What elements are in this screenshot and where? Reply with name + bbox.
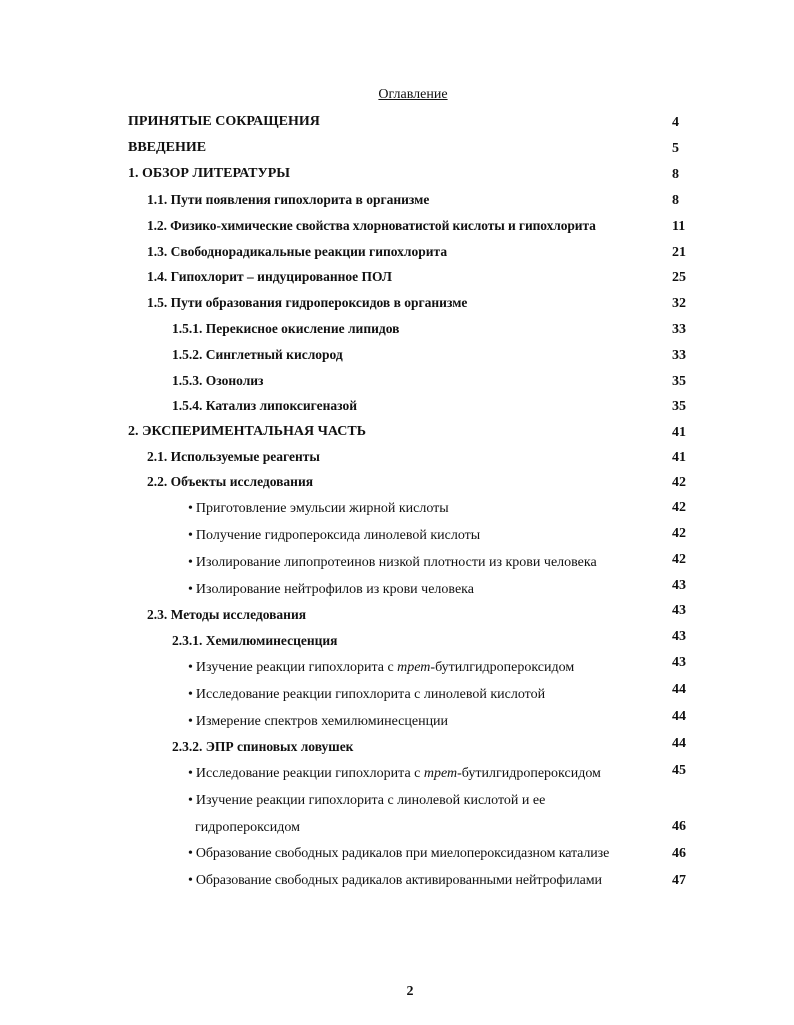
toc-entry-section-1-5: 1.5. Пути образования гидропероксидов в организме (147, 295, 468, 310)
toc-entry-bullet: • Образование свободных радикалов активированными нейтрофилами (188, 872, 602, 890)
toc-page-number: 8 (672, 193, 679, 208)
toc-page-number: 44 (672, 709, 686, 724)
toc-page-number: 46 (672, 846, 686, 861)
toc-entry-section-2-3: 2.3. Методы исследования (147, 607, 307, 622)
toc-entry-section-2-3-1: 2.3.1. Хемилюминесценция (172, 633, 338, 648)
toc-page-number: 4 (672, 115, 679, 130)
toc-page-number: 44 (672, 682, 686, 697)
toc-entry-bullet: • Исследование реакции гипохлорита с трет-бутилгидропероксидом (188, 765, 601, 783)
toc-entry-chapter-2: 2. ЭКСПЕРИМЕНТАЛЬНАЯ ЧАСТЬ (128, 424, 366, 439)
toc-page-number: 11 (672, 219, 686, 234)
toc-entry-bullet: • Изучение реакции гипохлорита с линолевой кислотой и ее (188, 792, 545, 810)
toc-entry-section-1-5-2: 1.5.2. Синглетный кислород (172, 347, 343, 362)
toc-page-number: 43 (672, 629, 686, 644)
toc-page-number: 42 (672, 475, 686, 490)
toc-heading: Оглавление (378, 87, 448, 102)
toc-entry-introduction: ВВЕДЕНИЕ (128, 140, 207, 155)
toc-entry-section-1-3: 1.3. Свободнорадикальные реакции гипохлорита (147, 244, 448, 259)
toc-entry-section-1-5-1: 1.5.1. Перекисное окисление липидов (172, 321, 400, 336)
toc-page-number: 32 (672, 296, 686, 311)
page-number: 2 (406, 984, 414, 999)
toc-entry-bullet: • Измерение спектров хемилюминесценции (188, 713, 448, 731)
toc-entry-section-1-2: 1.2. Физико-химические свойства хлорноватистой кислоты и гипохлорита (147, 218, 596, 233)
toc-page-number: 43 (672, 603, 686, 618)
toc-page-number: 42 (672, 552, 686, 567)
toc-page-number: 33 (672, 322, 686, 337)
toc-entry-abbreviations: ПРИНЯТЫЕ СОКРАЩЕНИЯ (128, 114, 320, 129)
toc-page-number: 44 (672, 736, 686, 751)
toc-entry-section-1-5-3: 1.5.3. Озонолиз (172, 373, 264, 388)
toc-page-number: 43 (672, 578, 686, 593)
toc-page-number: 41 (672, 450, 686, 465)
toc-page-number: 25 (672, 270, 686, 285)
toc-entry-bullet: • Изолирование нейтрофилов из крови человека (188, 581, 474, 599)
toc-page-number: 5 (672, 141, 679, 156)
toc-page-number: 42 (672, 500, 686, 515)
toc-entry-section-1-4: 1.4. Гипохлорит – индуцированное ПОЛ (147, 269, 392, 284)
toc-entry-section-2-1: 2.1. Используемые реагенты (147, 449, 320, 464)
toc-page-number: 46 (672, 819, 686, 834)
toc-page-number: 8 (672, 167, 679, 182)
toc-page-number: 45 (672, 763, 686, 778)
toc-entry-chapter-1: 1. ОБЗОР ЛИТЕРАТУРЫ (128, 166, 291, 181)
toc-page-number: 33 (672, 348, 686, 363)
toc-page-number: 35 (672, 374, 686, 389)
toc-entry-continuation: гидропероксидом (195, 820, 300, 835)
toc-entry-section-2-3-2: 2.3.2. ЭПР спиновых ловушек (172, 739, 354, 754)
toc-entry-bullet: • Образование свободных радикалов при миелопероксидазном катализе (188, 845, 609, 863)
toc-entry-bullet: • Изолирование липопротеинов низкой плотности из крови человека (188, 554, 597, 572)
toc-entry-bullet: • Приготовление эмульсии жирной кислоты (188, 500, 449, 518)
toc-entry-section-1-5-4: 1.5.4. Катализ липоксигеназой (172, 398, 358, 413)
toc-page-number: 41 (672, 425, 686, 440)
toc-page-number: 42 (672, 526, 686, 541)
toc-entry-section-1-1: 1.1. Пути появления гипохлорита в организме (147, 192, 430, 207)
toc-page-number: 43 (672, 655, 686, 670)
toc-entry-section-2-2: 2.2. Объекты исследования (147, 474, 314, 489)
toc-page-number: 35 (672, 399, 686, 414)
toc-entry-bullet: • Исследование реакции гипохлорита с линолевой кислотой (188, 686, 545, 704)
toc-entry-bullet: • Изучение реакции гипохлорита с трет-бутилгидропероксидом (188, 659, 574, 677)
toc-page-number: 47 (672, 873, 686, 888)
toc-entry-bullet: • Получение гидропероксида линолевой кислоты (188, 527, 480, 545)
toc-page-number: 21 (672, 245, 686, 260)
